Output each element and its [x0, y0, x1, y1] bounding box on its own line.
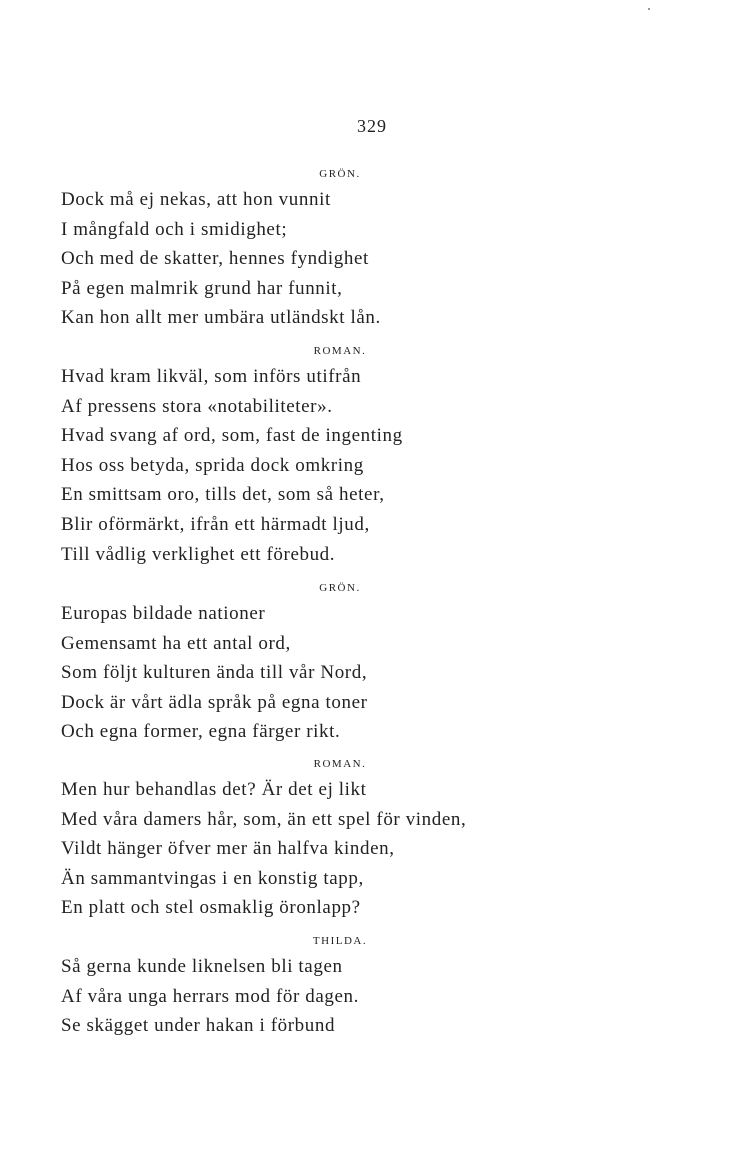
verse-line: Hvad svang af ord, som, fast de ingenting: [61, 425, 403, 447]
verse-line: På egen malmrik grund har funnit,: [61, 277, 343, 299]
verse-line: Än sammantvingas i en konstig tapp,: [61, 867, 364, 889]
speaker-label: ROMAN.: [313, 758, 367, 770]
verse-line: I mångfald och i smidighet;: [61, 218, 288, 240]
speaker-label: THILDA.: [312, 935, 368, 947]
verse-line: Af våra unga herrars mod för dagen.: [61, 985, 359, 1007]
verse-line: Dock är vårt ädla språk på egna toner: [61, 691, 368, 713]
stanza-5: [61, 934, 721, 1041]
speaker-label: GRÖN.: [319, 582, 361, 594]
verse-line: Med våra damers hår, som, än ett spel för vinden,: [61, 808, 467, 830]
verse-line: Gemensamt ha ett antal ord,: [61, 632, 291, 654]
verse-line: Vildt hänger öfver mer än halfva kinden,: [61, 838, 395, 860]
stanza-3: [61, 581, 721, 747]
page-number: 329: [357, 116, 387, 136]
stanza-2: [61, 344, 721, 569]
verse-line: Kan hon allt mer umbära utländskt lån.: [61, 307, 381, 329]
verse-line: Som följt kulturen ända till vår Nord,: [61, 662, 368, 684]
verse-line: Hos oss betyda, sprida dock omkring: [61, 454, 364, 476]
verse-line: Af pressens stora «notabiliteter».: [61, 395, 333, 417]
verse-line: Hvad kram likväl, som införs utifrån: [61, 366, 362, 387]
verse-line: Dock må ej nekas, att hon vunnit: [61, 189, 331, 210]
scan-speck: [648, 8, 650, 10]
speaker-label: ROMAN.: [313, 345, 367, 357]
stanza-4: [61, 757, 721, 923]
verse-line: Europas bildade nationer: [61, 603, 266, 624]
verse-line: Men hur behandlas det? Är det ej likt: [61, 779, 367, 800]
verse-line: Och egna former, egna färger rikt.: [61, 721, 341, 743]
verse-line: En platt och stel osmaklig öronlapp?: [61, 897, 361, 919]
verse-line: Blir oförmärkt, ifrån ett härmadt ljud,: [61, 513, 370, 535]
verse-line: Se skägget under hakan i förbund: [61, 1015, 336, 1037]
verse-line: Och med de skatter, hennes fyndighet: [61, 248, 369, 270]
verse-line: Så gerna kunde liknelsen bli tagen: [61, 956, 343, 977]
verse-line: Till vådlig verklighet ett förebud.: [61, 543, 336, 565]
stanza-1: [61, 167, 721, 333]
verse-line: En smittsam oro, tills det, som så heter,: [61, 484, 385, 506]
speaker-label: GRÖN.: [319, 168, 361, 180]
